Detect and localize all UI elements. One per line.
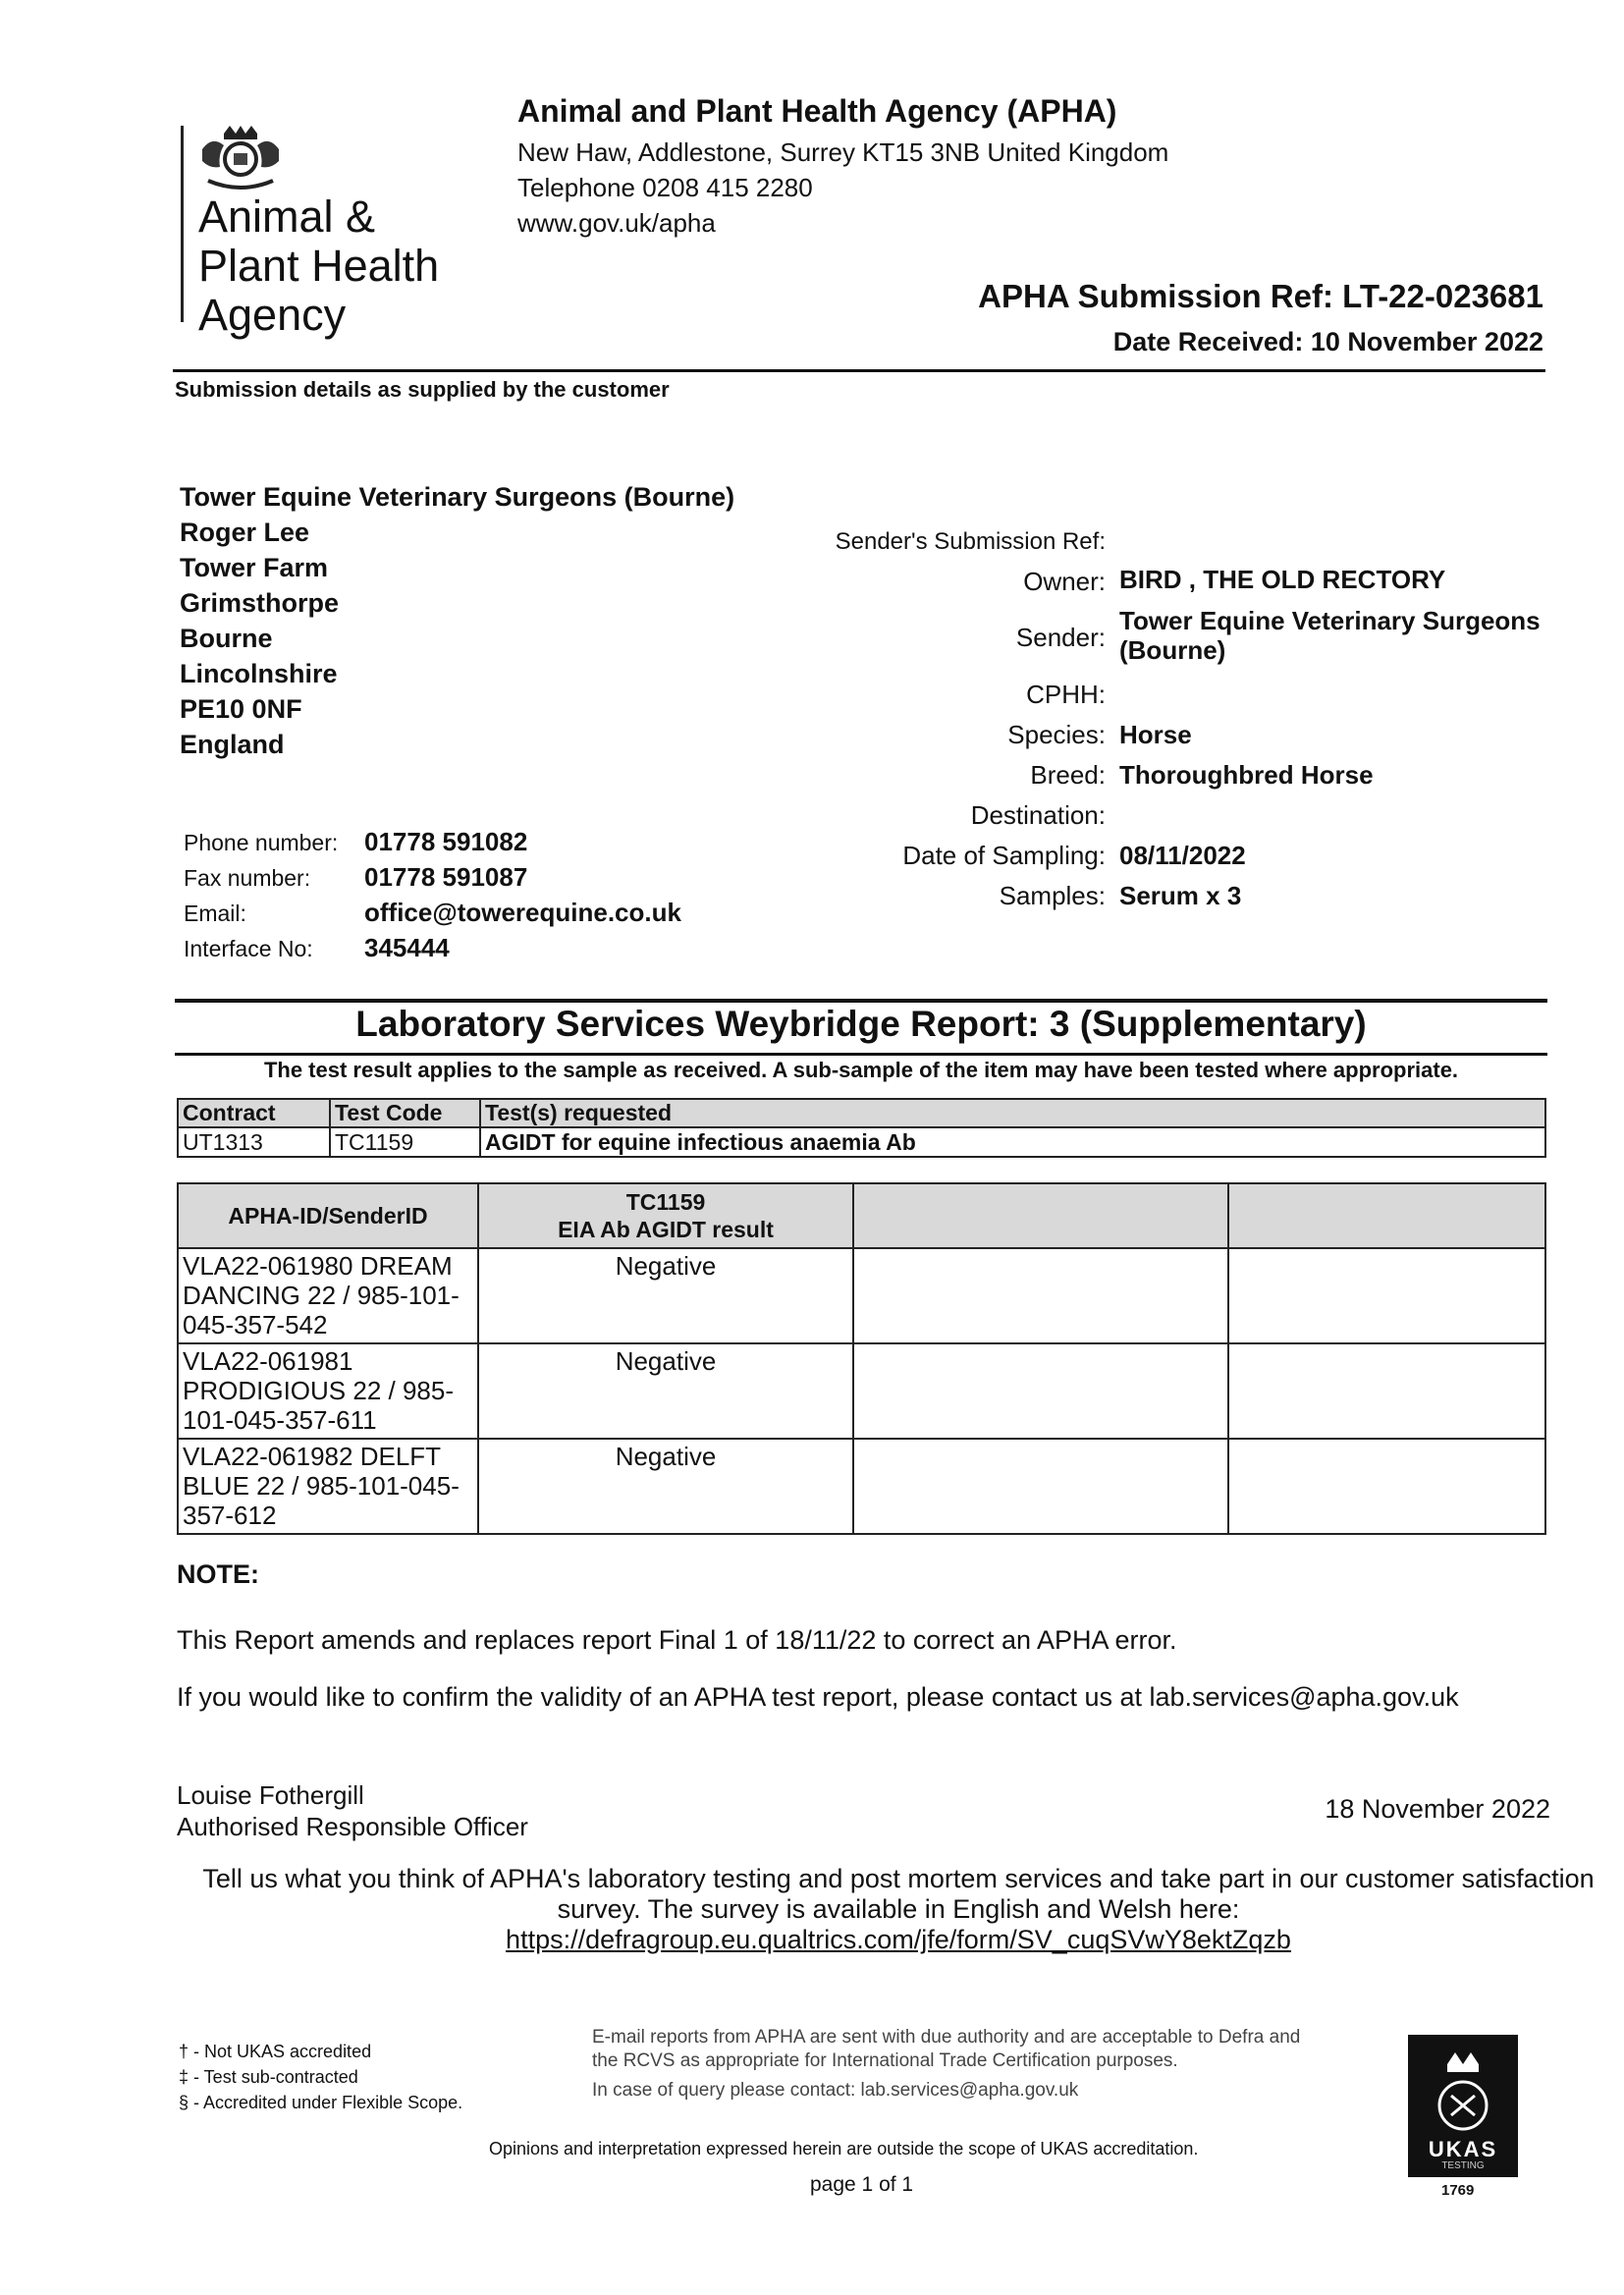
- sampling-date-value: 08/11/2022: [1119, 841, 1246, 870]
- sender-value: Tower Equine Veterinary Surgeons (Bourne): [1119, 606, 1541, 665]
- scope-note: Opinions and interpretation expressed herein are outside the scope of UKAS accreditation.: [489, 2139, 1199, 2158]
- result-header: EIA Ab AGIDT result: [558, 1217, 774, 1242]
- header-rule: [173, 369, 1545, 372]
- fax-number: 01778 591087: [364, 862, 528, 892]
- agency-address: New Haw, Addlestone, Surrey KT15 3NB United Kingdom: [517, 137, 1169, 167]
- amend-note: This Report amends and replaces report Final 1 of 18/11/22 to correct an APHA error.: [177, 1625, 1177, 1655]
- detail-label: Owner:: [1023, 567, 1106, 596]
- detail-label: Date of Sampling:: [902, 841, 1106, 870]
- logo-line: Animal &: [198, 191, 376, 242]
- address-line: England: [180, 730, 285, 759]
- signatory-role: Authorised Responsible Officer: [177, 1812, 528, 1841]
- agency-telephone: Telephone 0208 415 2280: [517, 173, 813, 202]
- empty-cell: [853, 1248, 1228, 1343]
- logo-divider: [181, 126, 184, 322]
- legend-item: † - Not UKAS accredited: [179, 2042, 372, 2061]
- address-line: Tower Equine Veterinary Surgeons (Bourne): [180, 482, 735, 512]
- royal-crest-icon: [194, 120, 288, 193]
- column-header: [478, 1183, 853, 1248]
- survey-line: survey. The survey is available in English and Welsh here:: [557, 1894, 1240, 1924]
- column-header: Contract: [178, 1099, 330, 1127]
- email-link[interactable]: office@towerequine.co.uk: [364, 898, 681, 927]
- table-row: [178, 1439, 1545, 1534]
- sample-id-cell: VLA22-061981 PRODIGIOUS 22 / 985-101-045-357-611: [178, 1343, 478, 1439]
- email-note: [592, 2026, 1319, 2103]
- result-cell: Negative: [478, 1439, 853, 1534]
- ukas-number: 1769: [1441, 2182, 1475, 2199]
- report-rule: [175, 1053, 1547, 1056]
- empty-cell: [1228, 1343, 1545, 1439]
- table-row: [178, 1248, 1545, 1343]
- owner-value: BIRD , THE OLD RECTORY: [1119, 565, 1446, 594]
- ukas-label: UKAS: [1428, 2137, 1498, 2161]
- report-rule: [175, 999, 1547, 1003]
- empty-cell: [853, 1343, 1228, 1439]
- logo-line: Plant Health: [198, 241, 440, 291]
- address-line: Tower Farm: [180, 553, 329, 582]
- detail-label: Samples:: [999, 881, 1106, 910]
- table-row: [178, 1127, 1545, 1157]
- column-header: Test Code: [330, 1099, 480, 1127]
- contact-label: Fax number:: [184, 865, 311, 891]
- ukas-sub: TESTING: [1441, 2160, 1485, 2171]
- test-code-header: TC1159: [625, 1189, 706, 1215]
- address-line: Bourne: [180, 624, 273, 653]
- sample-id-cell: VLA22-061980 DREAM DANCING 22 / 985-101-045-357-542: [178, 1248, 478, 1343]
- email-authority-note: E-mail reports from APHA are sent with due authority and are acceptable to Defra and the RCVS as appropriate for International Trade Certification purposes.: [592, 2027, 1301, 2071]
- address-line: PE10 0NF: [180, 694, 302, 724]
- survey-line: Tell us what you think of APHA's laboratory testing and post mortem services and take part in our customer satisfaction: [202, 1864, 1595, 1893]
- species-value: Horse: [1119, 720, 1192, 749]
- sample-id-cell: VLA22-061982 DELFT BLUE 22 / 985-101-045-357-612: [178, 1439, 478, 1534]
- date-received: Date Received: 10 November 2022: [1112, 327, 1543, 356]
- detail-label: Sender's Submission Ref:: [835, 528, 1106, 555]
- test-name-cell: AGIDT for equine infectious anaemia Ab: [480, 1127, 1545, 1157]
- detail-label: Destination:: [970, 800, 1106, 830]
- column-header: APHA-ID/SenderID: [178, 1183, 478, 1248]
- legend-item: ‡ - Test sub-contracted: [179, 2067, 358, 2087]
- applies-note: The test result applies to the sample as received. A sub-sample of the item may have been tested where appropriate.: [263, 1058, 1459, 1082]
- survey-link[interactable]: https://defragroup.eu.qualtrics.com/jfe/form/SV_cuqSVwY8ektZqzb: [506, 1925, 1291, 1954]
- signatory-name: Louise Fothergill: [177, 1780, 364, 1810]
- breed-value: Thoroughbred Horse: [1119, 760, 1374, 790]
- result-cell: Negative: [478, 1248, 853, 1343]
- results-table: [177, 1182, 1546, 1535]
- empty-cell: [1228, 1439, 1545, 1534]
- agency-name: Animal and Plant Health Agency (APHA): [517, 93, 1117, 129]
- ukas-badge: [1408, 2035, 1518, 2177]
- contact-label: Phone number:: [184, 830, 339, 855]
- detail-label: CPHH:: [1026, 680, 1106, 709]
- address-line: Roger Lee: [180, 518, 310, 547]
- submission-ref: APHA Submission Ref: LT-22-023681: [978, 278, 1543, 314]
- detail-label: Breed:: [1030, 760, 1106, 790]
- contract-cell: UT1313: [178, 1127, 330, 1157]
- survey-text: [167, 1864, 1624, 1955]
- column-header: Test(s) requested: [480, 1099, 1545, 1127]
- empty-cell: [1228, 1248, 1545, 1343]
- report-date: 18 November 2022: [1325, 1794, 1550, 1824]
- samples-value: Serum x 3: [1119, 881, 1242, 910]
- address-line: Lincolnshire: [180, 659, 338, 688]
- empty-cell: [853, 1439, 1228, 1534]
- phone-number: 01778 591082: [364, 827, 528, 856]
- contact-label: Email:: [184, 901, 246, 926]
- interface-number: 345444: [364, 933, 450, 962]
- address-line: Grimsthorpe: [180, 588, 340, 618]
- logo-line: Agency: [198, 290, 347, 340]
- agency-website: www.gov.uk/apha: [517, 208, 716, 238]
- legend-item: § - Accredited under Flexible Scope.: [179, 2093, 463, 2112]
- table-row: [178, 1343, 1545, 1439]
- test-table: [177, 1098, 1546, 1158]
- contact-label: Interface No:: [184, 936, 313, 961]
- validity-note: If you would like to confirm the validity of an APHA test report, please contact us at lab.services@apha.gov.uk: [177, 1682, 1459, 1712]
- report-title: Laboratory Services Weybridge Report: 3 (Supplementary): [355, 1004, 1367, 1044]
- result-cell: Negative: [478, 1343, 853, 1439]
- query-contact: In case of query please contact: lab.services@apha.gov.uk: [592, 2080, 1079, 2101]
- submission-caption: Submission details as supplied by the customer: [175, 377, 670, 402]
- test-code-cell: TC1159: [330, 1127, 480, 1157]
- note-heading: NOTE:: [177, 1559, 259, 1589]
- empty-header: [853, 1183, 1228, 1248]
- detail-label: Species:: [1007, 720, 1106, 749]
- page-number: page 1 of 1: [810, 2173, 914, 2196]
- detail-label: Sender:: [1015, 623, 1106, 652]
- empty-header: [1228, 1183, 1545, 1248]
